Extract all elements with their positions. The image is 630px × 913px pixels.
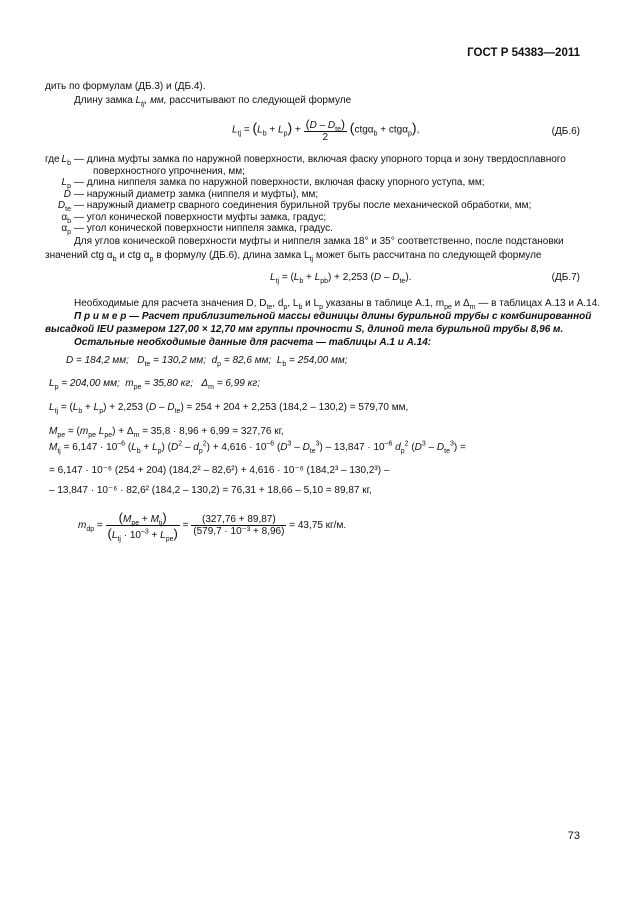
calc-ltj: $L_{tj} = (L_b + L_p) + 2,253$ $(D - D_{te}) = 254 + 204 + 2,253$ (184,2 – 130,2) = 579,70 мм,	[49, 402, 409, 415]
text-line: Длину замка $L_{tj}$, мм, рассчитывают по следующей формуле	[74, 95, 352, 108]
equation-number: (ДБ.7)	[551, 272, 580, 283]
equation-number: (ДБ.6)	[551, 126, 580, 137]
text-line: дить по формулам (ДБ.3) и (ДБ.4).	[45, 81, 206, 92]
formula-db7: $L_{tj} = (L_b + L_{pb}) + 2,253$ $(D - D_{te})$.	[270, 272, 412, 285]
definition-lb: $L_b$ — длина муфты замка по наружной поверхности, включая фаску упорного торца и зону твердосплавного	[61, 154, 566, 167]
definition-lp: $L_p$ — длина ниппеля замка по наружной поверхности, включая фаску упорного уступа, мм;	[61, 177, 485, 190]
definition-dte: $D_{te}$ — наружный диаметр сварного соединения бурильной трубы после механической обработки, мм;	[57, 200, 532, 213]
where-label: где	[45, 154, 60, 165]
document-header: ГОСТ Р 54383—2011	[467, 47, 580, 59]
calc-mtj-2: = 6,147 · 10⁻⁶ (254 + 204) (184,2² – 82,6²) + 4,616 · 10⁻⁶ (184,2³ – 130,2³) –	[49, 465, 390, 476]
calc-mtj-1: $M_{tj} = 6,147 \cdot 10^{-6}$ $(L_b + L_p)$ $(D^2 - d_p^2) + 4,616 \cdot 10^{-6}$ $(D^3 - D_{te}^3) - 13,847 \cdot 10^{-6}$ $d_p^2$ $(D^3 - D_{te}^3)$ =	[49, 440, 466, 455]
definition-ab: $\alpha_b$ — угол конической поверхности муфты замка, градус;	[61, 211, 327, 225]
text-line: значений ctg $\alpha_b$ и ctg $\alpha_p$ в формулу (ДБ.6), длина замка $L_{tj}$ может быть рассчитана по следующей формуле	[45, 250, 542, 263]
given-values-2: $L_p = 204,00$ мм; $m_{pe} = 35,80$ кг; $\Delta_m = 6,99$ кг;	[49, 378, 261, 391]
calc-mdp: $m_{dp}$ = $\frac{(M_{pe} + M_{tj})}{(L_{tj} \cdot 10^{-3} + L_{pe})}$ = $\frac{(327,76 + 89,87)}{\text{(579,7 · 10⁻³ + 8,96)}}$ = 43,75 кг/м.	[78, 510, 347, 543]
calc-mpe: $M_{pe} = (m_{pe}$ $L_{pe}) + \Delta_m = 35,8 \cdot 8,96 + 6,99 = 327,76$ кг,	[49, 426, 284, 439]
example-text: высадкой IEU размером 127,00 × 12,70 мм группы прочности S, длиной тела бурильной трубы 8,96 м.	[45, 324, 564, 335]
given-values-1: D = 184,2 мм; $D_{te} = 130,2$ мм; $d_p = 82,6$ мм; $L_b = 254,00$ мм;	[66, 355, 348, 368]
example-title: П р и м е р — Расчет приблизительной массы единицы длины бурильной трубы с комбинированной	[74, 311, 592, 322]
definition-list: $L_b$ — длина муфты замка по наружной поверхности, включая фаску упорного торца и зону твердосплавного поверхностного упрочнения, мм; $L_p$ — длина ниппеля замка по наружной поверхности, включая фаску упорного уступа, мм; D — наружный диаметр замка (ниппеля и муфты), мм; $D_{te}$ — наружный диаметр сварного соединения бурильной трубы после механической обработки, мм; $\alpha_b$ — угол конической поверхности муфты замка, градус; $\alpha_p$ — угол конической поверхности ниппеля замка, градус.	[45, 154, 585, 235]
definition-ap: $\alpha_p$ — угол конической поверхности ниппеля замка, градус.	[61, 223, 333, 236]
definition-d: D — наружный диаметр замка (ниппеля и муфты), мм;	[63, 188, 319, 200]
page-number: 73	[567, 830, 580, 842]
example-text: Остальные необходимые данные для расчета — таблицы А.1 и А.14:	[74, 337, 432, 348]
text-line: Для углов конической поверхности муфты и ниппеля замка 18° и 35° соответственно, после подстановки	[74, 236, 564, 247]
calc-mtj-3: – 13,847 · 10⁻⁶ · 82,6² (184,2 – 130,2) = 76,31 + 18,66 – 5,10 = 89,87 кг,	[49, 485, 372, 496]
formula-db6: $L_{tj} = (L_b + L_p)$ + $\frac{(D - D_{te})}{2}$ (ctgα$_b$ + ctgα$_p$),	[232, 117, 420, 143]
text-line: Необходимые для расчета значения D, $D_{te}$, $d_p$, $L_b$ и $L_p$ указаны в таблице А.1, $m_{pe}$ и $\Delta_m$ — в таблицах А.13 и А.14.	[74, 298, 601, 311]
